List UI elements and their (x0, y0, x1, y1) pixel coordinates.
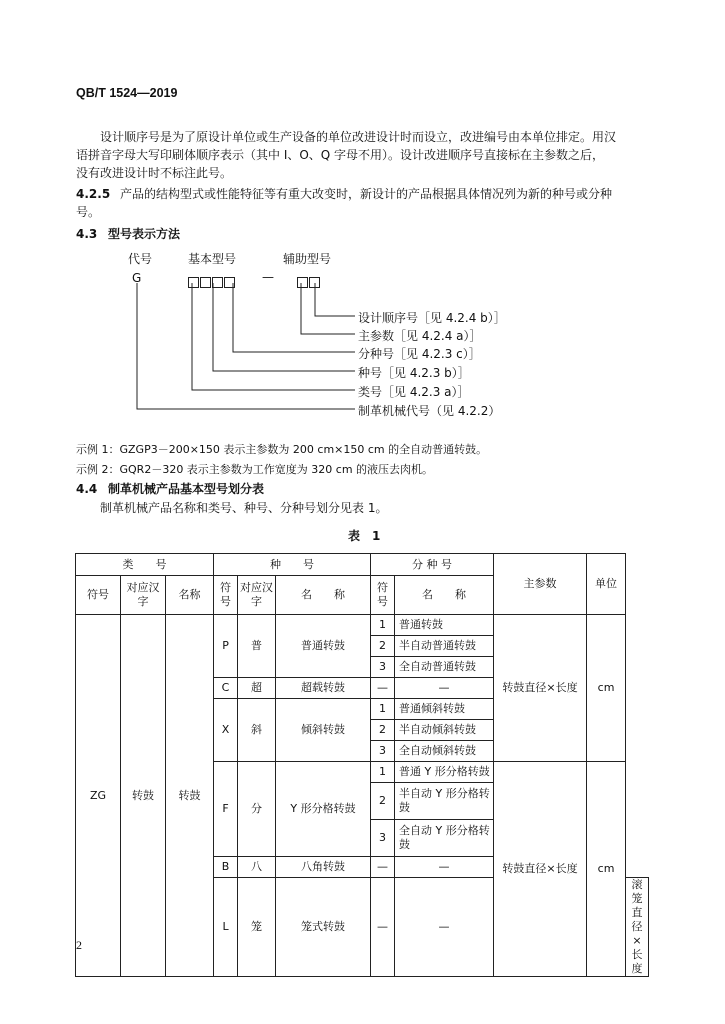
kind-symbol-x: X (214, 699, 238, 762)
sub-number: — (371, 678, 395, 699)
label-class-number: 类号［见 4.2.3 a）］ (358, 385, 470, 399)
sub-name: 半自动普通转鼓 (395, 636, 494, 657)
label-kind-number: 种号［见 4.2.3 b）］ (358, 366, 470, 380)
header-unit: 单位 (587, 554, 626, 615)
sub-name: 半自动 Y 形分格转鼓 (395, 783, 494, 820)
kind-hanzi-x: 斜 (238, 699, 276, 762)
diagram-dash: — (262, 270, 274, 284)
diagram-code-heading: 代号 (128, 252, 153, 266)
label-design-sequence: 设计顺序号［见 4.2.4 b）］ (358, 311, 506, 325)
section-4-3-number: 4.3 (76, 227, 98, 241)
sub-number: 1 (371, 615, 395, 636)
kind-name-l: 笼式转鼓 (276, 878, 371, 977)
sub-number: 1 (371, 762, 395, 783)
kind-symbol-b: B (214, 857, 238, 878)
example-1: 示例 1：GZGP3－200×150 表示主参数为 200 cm×150 cm 的全自动普通转鼓。 (76, 443, 488, 456)
kind-hanzi-c: 超 (238, 678, 276, 699)
section-4-3-title: 型号表示方法 (108, 227, 181, 241)
header-class-name: 名称 (166, 576, 214, 615)
header-class-number: 类 号 (76, 554, 214, 576)
example-2: 示例 2：GQR2－320 表示主参数为工作宽度为 320 cm 的液压去肉机。 (76, 463, 434, 476)
header-sub-kind-number: 分 种 号 (371, 554, 494, 576)
header-sub-symbol: 符号 (371, 576, 395, 615)
kind-symbol-f: F (214, 762, 238, 857)
sub-name: 普通转鼓 (395, 615, 494, 636)
diagram-basic-model-heading: 基本型号 (188, 252, 237, 266)
intro-line-3: 没有改进设计时不标注此号。 (76, 166, 233, 180)
class-hanzi-cell: 转鼓 (121, 615, 166, 977)
standard-code-header: QB/T 1524—2019 (76, 86, 178, 100)
diagram-auxiliary-model-heading: 辅助型号 (283, 252, 332, 266)
class-name-cell: 转鼓 (166, 615, 214, 977)
label-sub-kind-number: 分种号［见 4.2.3 c）］ (358, 347, 481, 361)
model-division-table (75, 553, 649, 977)
sub-name: 普通 Y 形分格转鼓 (395, 762, 494, 783)
main-parameter-cell-2: 转鼓直径×长度 (494, 762, 587, 977)
kind-symbol-l: L (214, 878, 238, 977)
unit-cell-2: cm (587, 762, 626, 977)
kind-hanzi-b: 八 (238, 857, 276, 878)
kind-name-p: 普通转鼓 (276, 615, 371, 678)
label-machinery-code: 制革机械代号（见 4.2.2） (358, 404, 501, 418)
sub-number: 2 (371, 636, 395, 657)
header-class-symbol: 符号 (76, 576, 121, 615)
table-caption: 表 1 (348, 529, 381, 543)
sub-name: — (395, 878, 494, 977)
sub-name: — (395, 857, 494, 878)
intro-line-2: 语拼音字母大写印刷体顺序表示（其中 I、O、Q 字母不用）。设计改进顺序号直接标在主参数之后， (76, 148, 605, 162)
section-4-4-title: 制革机械产品基本型号划分表 (108, 482, 265, 496)
page-number: 2 (76, 938, 82, 952)
sub-number: — (371, 857, 395, 878)
section-4-2-5-line-2: 号。 (76, 205, 101, 219)
header-kind-hanzi: 对应汉字 (238, 576, 276, 615)
header-kind-number: 种 号 (214, 554, 371, 576)
kind-name-c: 超载转鼓 (276, 678, 371, 699)
intro-line-1: 设计顺序号是为了原设计单位或生产设备的单位改进设计时而设立，改进编号由本单位排定。用汉 (100, 130, 617, 144)
kind-name-x: 倾斜转鼓 (276, 699, 371, 762)
kind-symbol-p: P (214, 615, 238, 678)
sub-name: 半自动倾斜转鼓 (395, 720, 494, 741)
header-sub-name: 名 称 (395, 576, 494, 615)
sub-number: 1 (371, 699, 395, 720)
kind-hanzi-p: 普 (238, 615, 276, 678)
kind-hanzi-f: 分 (238, 762, 276, 857)
kind-hanzi-l: 笼 (238, 878, 276, 977)
sub-number: 2 (371, 783, 395, 820)
main-parameter-cell-1: 转鼓直径×长度 (494, 615, 587, 762)
main-parameter-cell-3: 滚笼直径×长度 (626, 878, 649, 977)
label-main-parameter: 主参数［见 4.2.4 a）］ (358, 329, 482, 343)
header-kind-name: 名 称 (276, 576, 371, 615)
sub-number: 3 (371, 820, 395, 857)
section-4-2-5-number: 4.2.5 (76, 187, 111, 201)
sub-number: 3 (371, 657, 395, 678)
kind-name-b: 八角转鼓 (276, 857, 371, 878)
sub-name: 全自动倾斜转鼓 (395, 741, 494, 762)
sub-number: 2 (371, 720, 395, 741)
header-class-hanzi: 对应汉字 (121, 576, 166, 615)
sub-name: — (395, 678, 494, 699)
class-symbol-cell: ZG (76, 615, 121, 977)
diagram-g-symbol: G (132, 271, 142, 285)
sub-name: 普通倾斜转鼓 (395, 699, 494, 720)
kind-symbol-c: C (214, 678, 238, 699)
sub-name: 全自动 Y 形分格转鼓 (395, 820, 494, 857)
sub-number: 3 (371, 741, 395, 762)
kind-name-f: Y 形分格转鼓 (276, 762, 371, 857)
sub-number: — (371, 878, 395, 977)
section-4-4-body: 制革机械产品名称和类号、种号、分种号划分见表 1。 (100, 501, 388, 515)
header-main-parameter: 主参数 (494, 554, 587, 615)
sub-name: 全自动普通转鼓 (395, 657, 494, 678)
section-4-2-5-line-1: 产品的结构型式或性能特征等有重大改变时，新设计的产品根据具体情况列为新的种号或分种 (120, 187, 613, 201)
header-kind-symbol: 符号 (214, 576, 238, 615)
unit-cell-1: cm (587, 615, 626, 762)
section-4-4-number: 4.4 (76, 482, 98, 496)
